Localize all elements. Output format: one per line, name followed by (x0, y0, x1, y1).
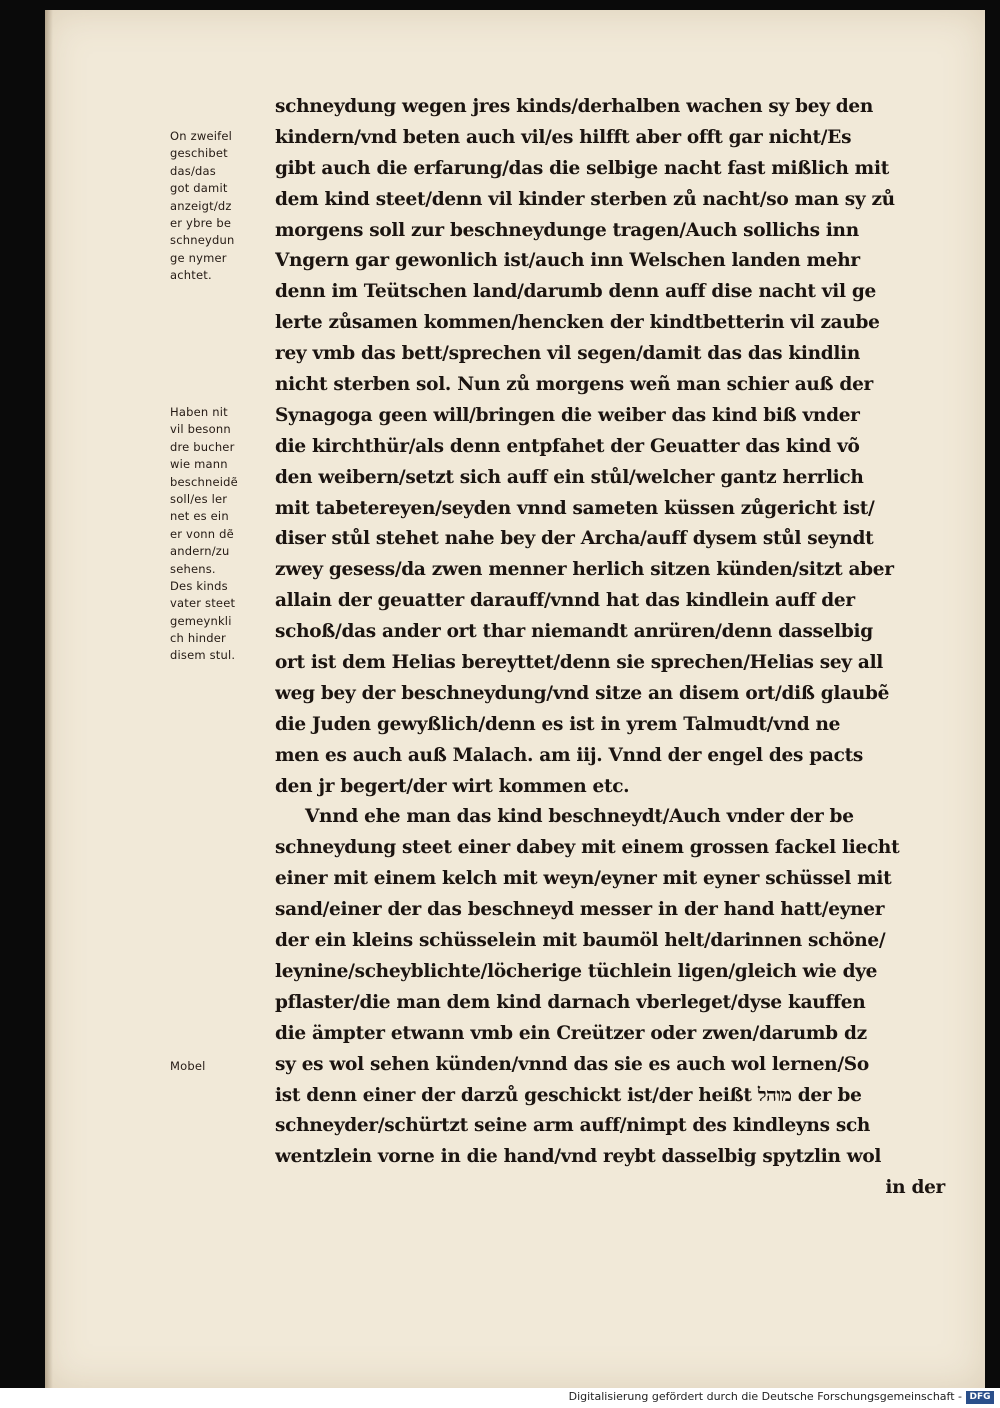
margin-note-line: net es ein (170, 509, 229, 524)
margin-note-line: anzeigt/dz (170, 198, 232, 213)
dfg-logo-icon: DFG (966, 1391, 994, 1404)
margin-note-line: achtet. (170, 268, 212, 283)
margin-note-line: wie mann (170, 457, 228, 472)
text-line: den jr begert/der wirt kommen etc. (275, 775, 630, 797)
text-line: dem kind steet/denn vil kinder sterben zů nacht/so man sy zů (275, 188, 895, 210)
margin-note-line: disem stul. (170, 648, 236, 663)
margin-note-1 (170, 128, 270, 285)
margin-note-line: schneydun (170, 233, 235, 248)
text-line: schneyder/schürtzt seine arm auff/nimpt des kindleyns sch (275, 1115, 871, 1137)
text-line: leynine/scheyblichte/löcherige tüchlein ligen/gleich wie dye (275, 960, 878, 982)
margin-note-line: Mobel (170, 1059, 206, 1073)
text-line: die ämpter etwann vmb ein Creützer oder zwen/darumb dz (275, 1022, 867, 1044)
margin-note-3 (170, 1058, 270, 1075)
text-line: allain der geuatter darauff/vnnd hat das kindlein auff der (275, 590, 855, 612)
margin-note-line: sehens. (170, 561, 216, 576)
text-line: pflaster/die man dem kind darnach vberleget/dyse kauffen (275, 991, 866, 1013)
margin-note-line: andern/zu (170, 544, 230, 559)
margin-note-line: Des kinds (170, 578, 228, 593)
margin-note-line: geschibet (170, 146, 228, 161)
text-line: schneydung wegen jres kinds/derhalben wachen sy bey den (275, 96, 874, 117)
text-line: ort ist dem Helias bereyttet/denn sie sprechen/Helias sey all (275, 652, 884, 674)
text-line: morgens soll zur beschneydunge tragen/Auch sollichs inn (275, 219, 859, 241)
text-line: die kirchthür/als denn entpfahet der Geuatter das kind võ (275, 435, 860, 457)
margin-note-line: got damit (170, 181, 228, 196)
text-line: nicht sterben sol. Nun zů morgens weñ man schier auß der (275, 374, 873, 396)
text-line: diser stůl stehet nahe bey der Archa/auff dysem stůl seyndt (275, 528, 874, 550)
margin-note-line: er vonn dẽ (170, 526, 234, 541)
text-line: rey vmb das bett/sprechen vil segen/damit das das kindlin (275, 343, 861, 365)
margin-note-2 (170, 404, 270, 665)
text-line: sand/einer der das beschneyd messer in der hand hatt/eyner (275, 899, 885, 921)
text-line: lerte zůsamen kommen/hencken der kindtbetterin vil zaube (275, 312, 880, 334)
text-line: gibt auch die erfarung/das die selbige nacht fast mißlich mit (275, 157, 889, 179)
text-line: einer mit einem kelch mit weyn/eyner mit eyner schüssel mit (275, 868, 892, 890)
text-line: denn im Teütschen land/darumb denn auff dise nacht vil ge (275, 281, 876, 303)
margin-note-line: ge nymer (170, 250, 227, 265)
text-line: ist denn einer der darzů geschickt ist/der heißt מוהל der be (275, 1084, 862, 1106)
margin-note-line: vil besonn (170, 422, 231, 437)
text-line: mit tabetereyen/seyden vnnd sameten küssen zůgericht ist/ (275, 497, 875, 519)
margin-note-line: gemeynkli (170, 613, 232, 628)
funding-credit: Digitalisierung gefördert durch die Deutsche Forschungsgemeinschaft - (568, 1390, 962, 1403)
margin-note-line: beschneidẽ (170, 474, 238, 489)
text-line: sy es wol sehen künden/vnnd das sie es auch wol lernen/So (275, 1053, 869, 1075)
text-line: kindern/vnd beten auch vil/es hilfft aber offt gar nicht/Es (275, 126, 852, 148)
text-line: Synagoga geen will/bringen die weiber das kind biß vnder (275, 404, 860, 426)
text-line: zwey gesess/da zwen menner herlich sitzen künden/sitzt aber (275, 559, 894, 581)
text-line: schoß/das ander ort thar niemandt anrüren/denn dasselbig (275, 621, 873, 643)
text-line: die Juden gewyßlich/denn es ist in yrem Talmudt/vnd ne (275, 713, 841, 735)
text-line: den weibern/setzt sich auff ein stůl/welcher gantz herrlich (275, 466, 864, 488)
margin-note-line: On zweifel (170, 129, 233, 143)
text-line: men es auch auß Malach. am iij. Vnnd der engel des pacts (275, 744, 863, 766)
margin-note-line: Haben nit (170, 405, 228, 419)
main-text-block (275, 92, 955, 1204)
margin-note-line: das/das (170, 163, 216, 178)
margin-note-line: soll/es ler (170, 491, 228, 506)
margin-note-line: ch hinder (170, 631, 226, 646)
margin-note-line: vater steet (170, 596, 236, 611)
page-gutter-shadow (45, 10, 53, 1388)
catchword-line: in der (885, 1177, 945, 1199)
paragraph-start-line: Vnnd ehe man das kind beschneydt/Auch vnder der be (305, 806, 854, 828)
text-line: Vngern gar gewonlich ist/auch inn Welschen landen mehr (275, 250, 860, 272)
text-line: der ein kleins schüsselein mit baumöl helt/darinnen schöne/ (275, 930, 886, 952)
text-line: wentzlein vorne in die hand/vnd reybt dasselbig spytzlin wol (275, 1146, 882, 1168)
margin-note-line: dre bucher (170, 439, 235, 454)
footer-bar (0, 1388, 1000, 1408)
text-line: schneydung steet einer dabey mit einem grossen fackel liecht (275, 837, 900, 859)
margin-note-line: er ybre be (170, 215, 232, 230)
text-line: weg bey der beschneydung/vnd sitze an disem ort/diß glaubẽ (275, 682, 890, 704)
